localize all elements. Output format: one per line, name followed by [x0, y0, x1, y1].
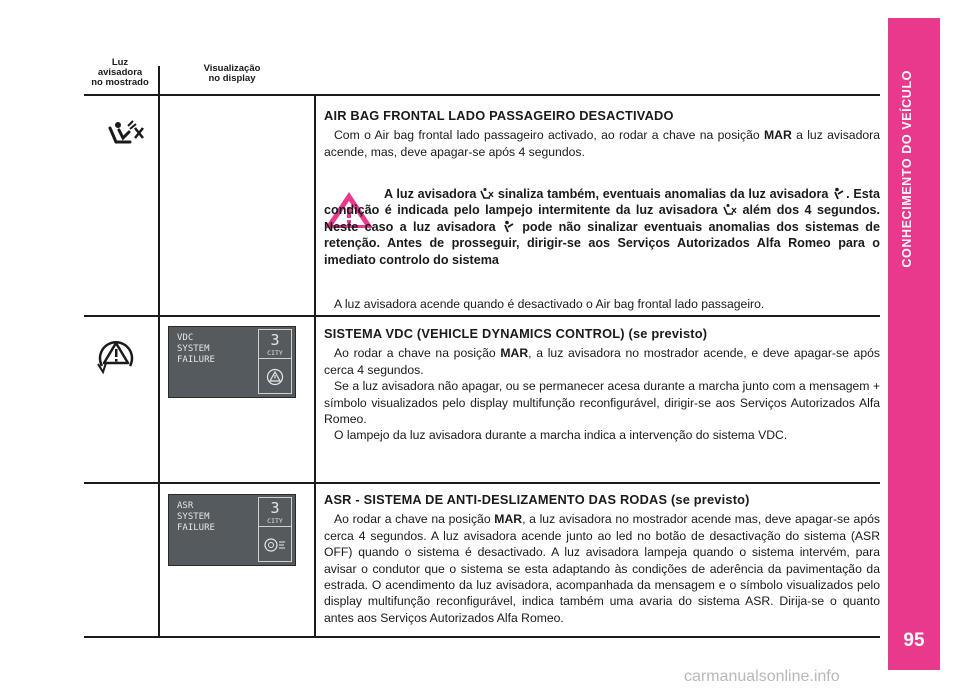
text: A luz avisadora: [384, 187, 481, 201]
text: pode não sinalizar eventuais anomalias dos sistemas de retenção. Antes de prosseguir, dirigir-se aos Serviços Autorizados Alfa Romeo para o imediato controlo do sistema: [324, 219, 880, 267]
section-asr: [324, 492, 880, 626]
key-position: MAR: [500, 346, 529, 361]
airbag-off-inline-icon: [723, 203, 737, 216]
text: Ao rodar a chave na posição: [334, 346, 501, 361]
airbag-off-inline-icon: [480, 187, 494, 200]
asr-display-icon: [263, 536, 287, 554]
text: Ao rodar a chave na posição: [334, 512, 495, 527]
key-position: MAR: [764, 128, 792, 143]
paragraph: A luz avisadora acende quando é desactivado o Air bag frontal lado passageiro.: [334, 297, 765, 311]
display-line: SYSTEM: [177, 344, 210, 354]
table-rule: [84, 315, 880, 317]
key-position: MAR: [494, 512, 523, 527]
section-vdc: [324, 326, 880, 444]
table-rule: [84, 636, 880, 638]
display-message: [177, 333, 215, 366]
header-line: Visualização: [203, 63, 261, 74]
display-line: SYSTEM: [177, 512, 210, 522]
section-title: AIR BAG FRONTAL LADO PASSAGEIRO DESACTIVADO: [324, 108, 674, 123]
text: além dos 4 segundos. Neste caso a luz avisadora: [324, 203, 880, 234]
section-airbag: [324, 108, 880, 160]
column-divider: [314, 94, 316, 636]
vdc-display: [168, 326, 296, 398]
text: a luz avisadora acende, mas, deve apagar-se após 4 segundos.: [324, 128, 880, 159]
column-header-warning-light: [80, 58, 160, 88]
display-line: VDC: [177, 333, 194, 343]
display-message: [177, 501, 215, 534]
display-line: ASR: [177, 501, 194, 511]
warning-note: [324, 186, 880, 268]
section-title: SISTEMA VDC (VEHICLE DYNAMICS CONTROL) (se previsto): [324, 326, 708, 341]
airbag-inline-icon: [832, 187, 846, 200]
display-mode: CITY: [267, 349, 283, 357]
display-status-box: [258, 497, 292, 562]
airbag-off-icon: [106, 118, 146, 148]
text: Com o Air bag frontal lado passageiro activado, ao rodar a chave na posição: [334, 128, 764, 143]
header-line: avisadora: [97, 67, 143, 78]
column-divider: [158, 66, 160, 636]
header-line: Luz: [111, 57, 129, 68]
section-airbag-note: [324, 296, 880, 312]
chapter-title: CONHECIMENTO DO VEÍCULO: [900, 70, 914, 268]
display-gear: 3: [270, 499, 280, 517]
display-gear: 3: [270, 331, 280, 349]
text: , a luz avisadora no mostrador acende, e deve apagar-se após cerca 4 segundos.: [324, 346, 880, 377]
text: . Esta condição é indicada pelo lampejo intermitente da luz avisadora: [324, 187, 880, 218]
airbag-inline-icon: [502, 220, 516, 233]
table-rule: [84, 482, 880, 484]
paragraph: Se a luz avisadora não apagar, ou se permanecer acesa durante a marcha junto com a mensagem + símbolo visualizados pelo display multifunção reconfigurável, dirigir-se aos Serviços Autorizados Alfa Romeo.: [324, 379, 880, 427]
display-line: FAILURE: [177, 355, 215, 365]
vdc-display-icon: [266, 368, 284, 386]
page-number: 95: [903, 630, 925, 651]
paragraph: [324, 511, 880, 626]
paragraph: [324, 345, 880, 378]
display-mode: CITY: [267, 517, 283, 525]
chapter-sidebar: [888, 18, 940, 670]
text: , a luz avisadora no mostrador acende mas, deve apagar-se após cerca 4 segundos. A luz avisadora acende junto ao led no botão de desactivação do sistema (ASR OFF) quando o sistema é desactivado. A luz avisadora lampeja quando o sistema intervém, para avisar o condutor que o sistema se esta adaptando às condições de aderência da pavimentação da estrada. O acendimento da luz avisadora, acompanhada da mensagem e o símbolo visualizados pelo display multifunção reconfigurável, indica também uma avaria do sistema ASR. Dirija-se o quanto antes aos Serviços Autorizados Alfa Romeo.: [324, 512, 880, 625]
paragraph: [324, 127, 880, 160]
asr-display: [168, 494, 296, 566]
paragraph: O lampejo da luz avisadora durante a marcha indica a intervenção do sistema VDC.: [334, 428, 788, 443]
watermark: carmanualsonline.info: [684, 668, 840, 685]
display-divider: [259, 526, 291, 527]
display-divider: [259, 358, 291, 359]
display-line: FAILURE: [177, 523, 215, 533]
vdc-warning-icon: [94, 334, 138, 376]
section-title: ASR - SISTEMA DE ANTI-DESLIZAMENTO DAS RODAS (se previsto): [324, 492, 750, 507]
header-line: no display: [208, 73, 256, 84]
table-rule: [84, 94, 880, 96]
display-status-box: [258, 329, 292, 394]
column-header-display: [182, 64, 282, 84]
text: sinaliza também, eventuais anomalias da luz avisadora: [494, 187, 833, 201]
header-line: no mostrado: [91, 77, 149, 88]
